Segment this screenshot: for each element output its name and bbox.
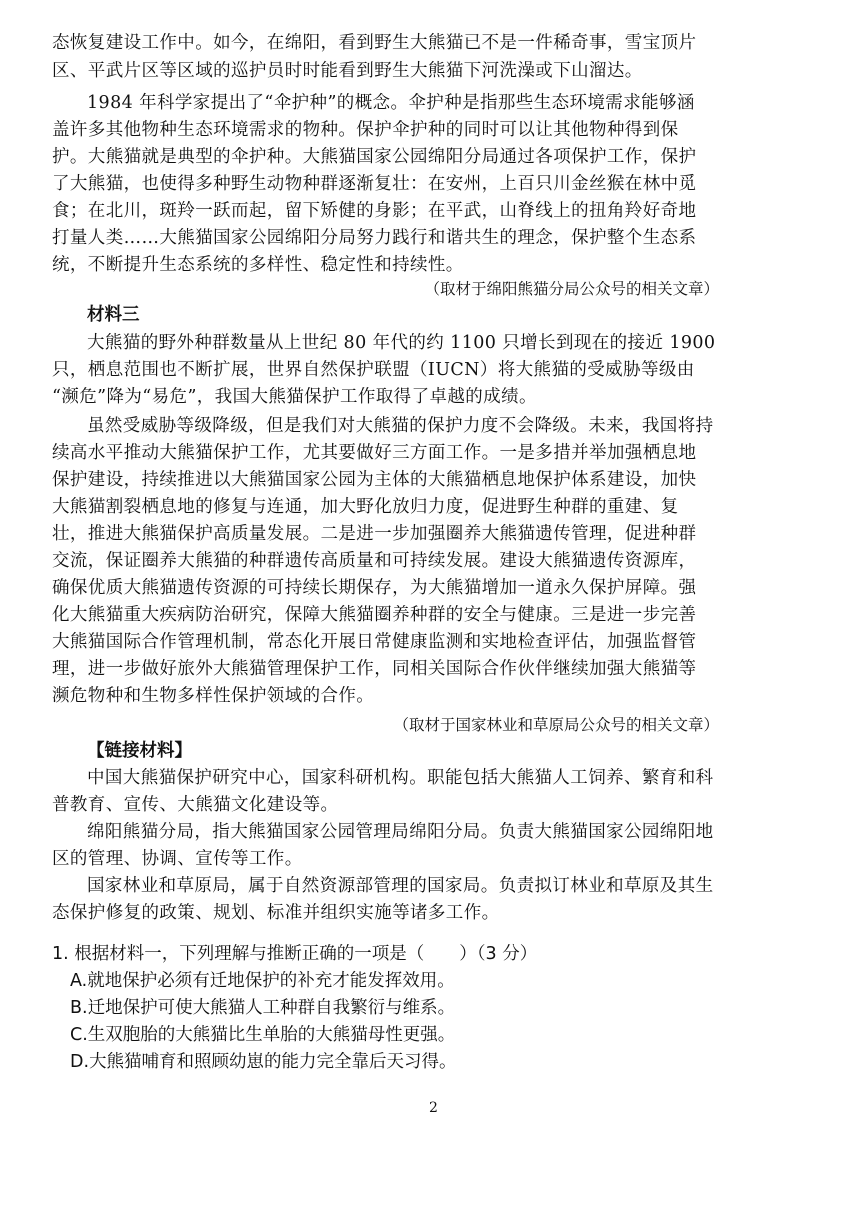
paragraph-line: 中国大熊猫保护研究中心，国家科研机构。职能包括大熊猫人工饲养、繁育和科 — [87, 768, 714, 788]
paragraph-line: 态保护修复的政策、规划、标准并组织实施等诸多工作。 — [52, 903, 500, 923]
paragraph-line: 普教育、宣传、大熊猫文化建设等。 — [52, 795, 339, 815]
paragraph-line: 虽然受威胁等级降级，但是我们对大熊猫的保护力度不会降级。未来，我国将持 — [87, 416, 714, 436]
intro-line: 区、平武片区等区域的巡护员时时能看到野生大熊猫下河洗澡或下山溜达。 — [52, 61, 643, 81]
paragraph-line: 护。大熊猫就是典型的伞护种。大熊猫国家公园绵阳分局通过各项保护工作，保护 — [52, 147, 697, 167]
paragraph-line: 统，不断提升生态系统的多样性、稳定性和持续性。 — [52, 255, 464, 275]
paragraph-line: 了大熊猫，也使得多种野生动物种群逐渐复壮：在安州，上百只川金丝猴在林中觅 — [52, 174, 697, 194]
question-stem: 1. 根据材料一，下列理解与推断正确的一项是（ ）（3 分） — [52, 944, 538, 964]
answer-option: C.生双胞胎的大熊猫比生单胎的大熊猫母性更强。 — [70, 1025, 456, 1045]
answer-option: D.大熊猫哺育和照顾幼崽的能力完全靠后天习得。 — [70, 1052, 457, 1072]
source-citation: （取材于国家林业和草原局公众号的相关文章） — [393, 716, 719, 734]
paragraph-line: 确保优质大熊猫遗传资源的可持续长期保存，为大熊猫增加一道永久保护屏障。强 — [52, 578, 697, 598]
paragraph-line: 只，栖息范围也不断扩展，世界自然保护联盟（IUCN）将大熊猫的受威胁等级由 — [52, 360, 695, 380]
paragraph-line: 理，进一步做好旅外大熊猫管理保护工作，同相关国际合作伙伴继续加强大熊猫等 — [52, 659, 697, 679]
paragraph-line: 大熊猫国际合作管理机制，常态化开展日常健康监测和实地检查评估，加强监督管 — [52, 632, 697, 652]
paragraph-line: 交流，保证圈养大熊猫的种群遗传高质量和可持续发展。建设大熊猫遗传资源库， — [52, 551, 697, 571]
paragraph-line: 化大熊猫重大疾病防治研究，保障大熊猫圈养种群的安全与健康。三是进一步完善 — [52, 605, 697, 625]
paragraph-line: 续高水平推动大熊猫保护工作，尤其要做好三方面工作。一是多措并举加强栖息地 — [52, 443, 697, 463]
section-heading: 材料三 — [87, 305, 140, 325]
paragraph-line: 打量人类……大熊猫国家公园绵阳分局努力践行和谐共生的理念，保护整个生态系 — [52, 228, 697, 248]
paragraph-line: 1984 年科学家提出了“伞护种”的概念。伞护种是指那些生态环境需求能够涵 — [87, 93, 695, 113]
answer-option: B.迁地保护可使大熊猫人工种群自我繁衍与维系。 — [70, 998, 456, 1018]
paragraph-line: 盖许多其他物种生态环境需求的物种。保护伞护种的同时可以让其他物种得到保 — [52, 120, 679, 140]
paragraph-line: 食；在北川，斑羚一跃而起，留下矫健的身影；在平武，山脊线上的扭角羚好奇地 — [52, 201, 697, 221]
paragraph-line: 保护建设，持续推进以大熊猫国家公园为主体的大熊猫栖息地保护体系建设，加快 — [52, 470, 697, 490]
source-citation: （取材于绵阳熊猫分局公众号的相关文章） — [424, 280, 719, 298]
paragraph-line: 大熊猫的野外种群数量从上世纪 80 年代的约 1100 只增长到现在的接近 1900 — [87, 333, 716, 353]
answer-option: A.就地保护必须有迁地保护的补充才能发挥效用。 — [70, 971, 455, 991]
paragraph-line: 壮，推进大熊猫保护高质量发展。二是进一步加强圈养大熊猫遗传管理，促进种群 — [52, 524, 697, 544]
paragraph-line: 绵阳熊猫分局，指大熊猫国家公园管理局绵阳分局。负责大熊猫国家公园绵阳地 — [87, 822, 714, 842]
intro-line: 态恢复建设工作中。如今，在绵阳，看到野生大熊猫已不是一件稀奇事，雪宝顶片 — [52, 33, 697, 53]
paragraph-line: “濒危”降为“易危”，我国大熊猫保护工作取得了卓越的成绩。 — [52, 387, 537, 407]
paragraph-line: 国家林业和草原局，属于自然资源部管理的国家局。负责拟订林业和草原及其生 — [87, 876, 714, 896]
paragraph-line: 区的管理、协调、宣传等工作。 — [52, 849, 303, 869]
section-heading: 【链接材料】 — [87, 741, 192, 761]
page-number: 2 — [429, 1100, 438, 1116]
paragraph-line: 濒危物种和生物多样性保护领域的合作。 — [52, 686, 375, 706]
paragraph-line: 大熊猫割裂栖息地的修复与连通，加大野化放归力度，促进野生种群的重建、复 — [52, 497, 679, 517]
